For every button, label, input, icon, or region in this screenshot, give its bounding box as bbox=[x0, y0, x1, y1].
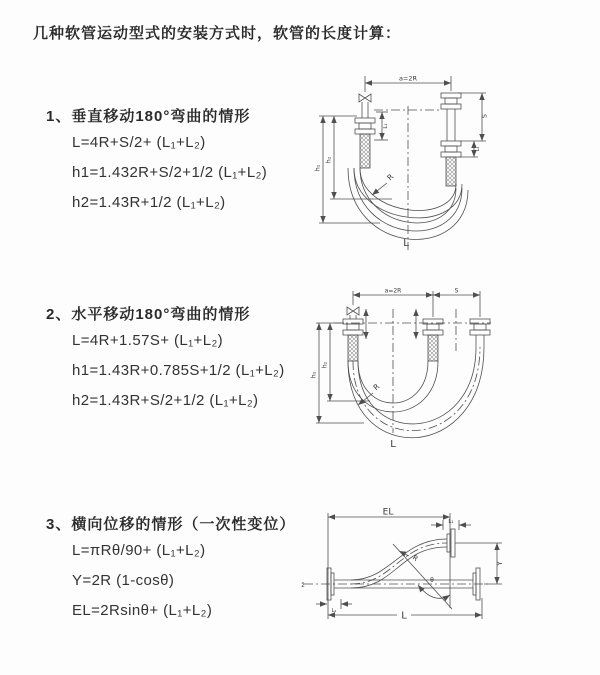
radius-label: R bbox=[385, 172, 396, 183]
dim-label-h2: h₂ bbox=[324, 156, 333, 164]
section-2-heading: 2、水平移动180°弯曲的情形 bbox=[46, 306, 251, 323]
section-1-formula-L: L=4R+S/2+ (L₁+L₂) bbox=[72, 134, 206, 151]
section-1-formula-h2: h2=1.43R+1/2 (L₁+L₂) bbox=[72, 194, 226, 211]
valve-icon bbox=[347, 307, 359, 319]
diagram-horizontal-180-bend bbox=[306, 283, 594, 455]
fitting-dimension-marks bbox=[366, 309, 416, 339]
hose-u-curves bbox=[348, 347, 484, 438]
centerlines bbox=[334, 309, 491, 433]
dim-label-s: S bbox=[480, 113, 489, 119]
dimension-h1-h2 bbox=[319, 116, 392, 223]
dimension-s-l2 bbox=[458, 93, 486, 157]
section-3-heading: 3、横向位移的情形（一次性变位） bbox=[46, 516, 296, 533]
valve-icon bbox=[359, 94, 371, 118]
dimension-h1-h2 bbox=[316, 323, 370, 423]
length-label: L bbox=[403, 238, 409, 249]
dim-label-h1: h₁ bbox=[309, 371, 318, 379]
diagram-lateral-displacement bbox=[296, 503, 594, 645]
dim-label-el: EL bbox=[382, 507, 394, 518]
length-label: L bbox=[390, 439, 396, 450]
left-flange bbox=[343, 319, 363, 361]
section-2-formula-h2: h2=1.43R+S/2+1/2 (L₁+L₂) bbox=[72, 392, 259, 409]
section-3-formula-L: L=πRθ/90+ (L₁+L₂) bbox=[72, 542, 206, 559]
dim-label-h1: h₁ bbox=[313, 164, 322, 172]
centerline-mark: z̄ bbox=[301, 582, 305, 589]
section-2-formula-h1: h1=1.43R+0.785S+1/2 (L₁+L₂) bbox=[72, 362, 285, 379]
section-2-formula-L: L=4R+1.57S+ (L₁+L₂) bbox=[72, 332, 224, 349]
section-1-formula-h1: h1=1.432R+S/2+1/2 (L₁+L₂) bbox=[72, 164, 268, 181]
radius-label: R bbox=[371, 381, 382, 393]
dim-label-h2: h₂ bbox=[320, 361, 329, 369]
dim-label-a2r: a=2R bbox=[384, 287, 402, 295]
page-title: 几种软管运动型式的安装方式时，软管的长度计算： bbox=[33, 25, 402, 42]
upper-flange bbox=[447, 529, 455, 557]
diagram-vertical-180-bend bbox=[308, 68, 588, 258]
angle-label: θ bbox=[430, 577, 434, 584]
dimension-y bbox=[455, 543, 502, 584]
radius-label: R bbox=[410, 553, 420, 564]
right-pipe-flanges bbox=[441, 93, 461, 186]
dimension-el bbox=[328, 513, 450, 619]
dimension-a2r-s bbox=[353, 291, 480, 317]
section-3-formula-Y: Y=2R (1-cosθ) bbox=[72, 572, 175, 589]
radius-leader-arrow bbox=[372, 183, 387, 195]
dim-label-l: L bbox=[401, 610, 407, 622]
section-3-formula-EL: EL=2Rsinθ+ (L₁+L₂) bbox=[72, 602, 213, 619]
dim-label-y: Y bbox=[496, 561, 504, 566]
dim-label-l2: L₂ bbox=[331, 608, 337, 614]
left-flange bbox=[355, 118, 375, 168]
dim-label-a2r: a=2R bbox=[398, 74, 418, 83]
middle-flange bbox=[423, 319, 443, 361]
dim-label-l1: L₁ bbox=[383, 123, 389, 129]
dim-label-s: S bbox=[454, 287, 459, 295]
dim-label-l1: L₁ bbox=[448, 519, 454, 525]
dim-label-l2: L₂ bbox=[475, 146, 481, 152]
angle-construction bbox=[393, 544, 452, 609]
section-1-heading: 1、垂直移动180°弯曲的情形 bbox=[46, 108, 251, 125]
